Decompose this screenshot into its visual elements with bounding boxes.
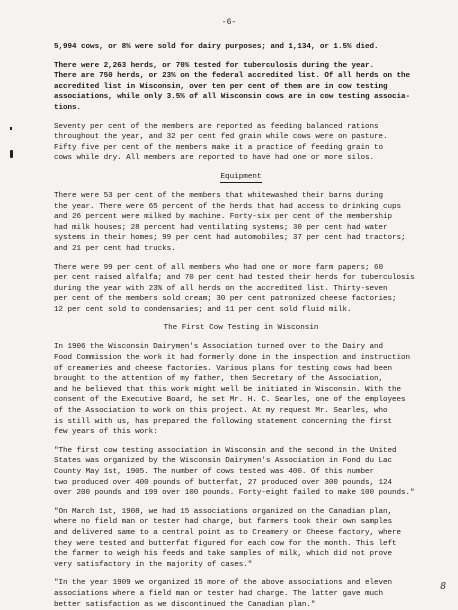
quote-first-association: "The first cow testing association in Wisconsin and the second in the United States was organized by the Wisconsin Dairymen's Association in Fond du Lac County May 1st, 1905. The number of cows tested was 400. Of this number two produced over 400 pounds of butterfat, 27 produced over 300 pounds, 124 over 200 pounds and 199 over 100 pounds. Forty-eight failed to make 100 pounds." [54, 446, 415, 498]
paragraph-farm-papers: There were 99 per cent of all members who had one or more farm papers; 60 per cent raised alfalfa; and 70 per cent had tested their herds for tuberculosis during the year with 23% of all herds on the accredited list. Thirty-seven per cent of the members sold cream; 30 per cent patronized cheese factories; 12 per cent sold to condensaries; and 11 per cent sold fluid milk. [54, 263, 415, 314]
margin-mark [10, 127, 12, 130]
paragraph-history: In 1906 the Wisconsin Dairymen's Association turned over to the Dairy and Food Commission the work it had formerly done in the inspection and instruction of creameries and cheese factories. Various plans for testing cows had been brought to the attention of my father, then Secretary of the Association, and he believed that this work might well be initiated in Wisconsin. With the consent of the Executive Board, he set Mr. H. C. Searles, one of the employees of the Association to work on this project. At my request Mr. Searles, who is still with us, has prepared the following statement concerning the first few years of this work: [54, 343, 411, 437]
page-number: -6- [221, 18, 237, 27]
paragraph-deaths: 5,994 cows, or 8% were sold for dairy purposes; and 1,134, or 1.5% died. [54, 43, 379, 51]
margin-mark [10, 150, 13, 158]
paragraph-equipment: There were 53 per cent of the members that whitewashed their barns during the year. There were 65 percent of the herds that had access to drinking cups and 26 percent were milked by machine. Forty-six per cent of the membership had milk houses; 28 percent had ventilating systems; 30 per cent had water systems in their homes; 99 per cent had automobiles; 37 per cent had tractors; and 21 per cent had trucks. [54, 191, 406, 253]
heading-first-testing: The First Cow Testing in Wisconsin [163, 324, 319, 333]
paragraph-tuberculosis: There were 2,263 herds, or 70% tested for tuberculosis during the year. There are 750 herds, or 23% on the federal accredited list. Of all herds on the accredited list in Wisconsin, over ten per cent of them are in cow testing associations, while only 3.5% of all Wisconsin cows are in cow testing associa- tions. [54, 61, 411, 112]
paragraph-feeding: Seventy per cent of the members are reported as feeding balanced rations throughout the year, and 32 per cent fed grain while cows were on pasture. Fifty five per cent of the members make it a practice of feeding grain to cows while dry. All members are reported to have had one or more silos. [54, 122, 388, 163]
corner-handwritten-mark: 8 [440, 582, 446, 592]
heading-equipment: Equipment [220, 172, 262, 181]
quote-canadian-plan: "On March 1st, 1908, we had 15 associations organized on the Canadian plan, where no field man or tester had charge, but farmers took their own samples and delivered same to a central point as to Creamery or Cheese factory, where they were tested and butterfat figured for each cow for the month. This left the farmer to weigh his feeds and take samples of milk, which did not prove very satisfactory in the majority of cases." [54, 507, 402, 569]
quote-1909: "In the year 1909 we organized 15 more of the above associations and eleven associations where a field man or tester had charge. The latter gave much better satisfaction as we discontinued the Canadian plan." [54, 579, 393, 609]
